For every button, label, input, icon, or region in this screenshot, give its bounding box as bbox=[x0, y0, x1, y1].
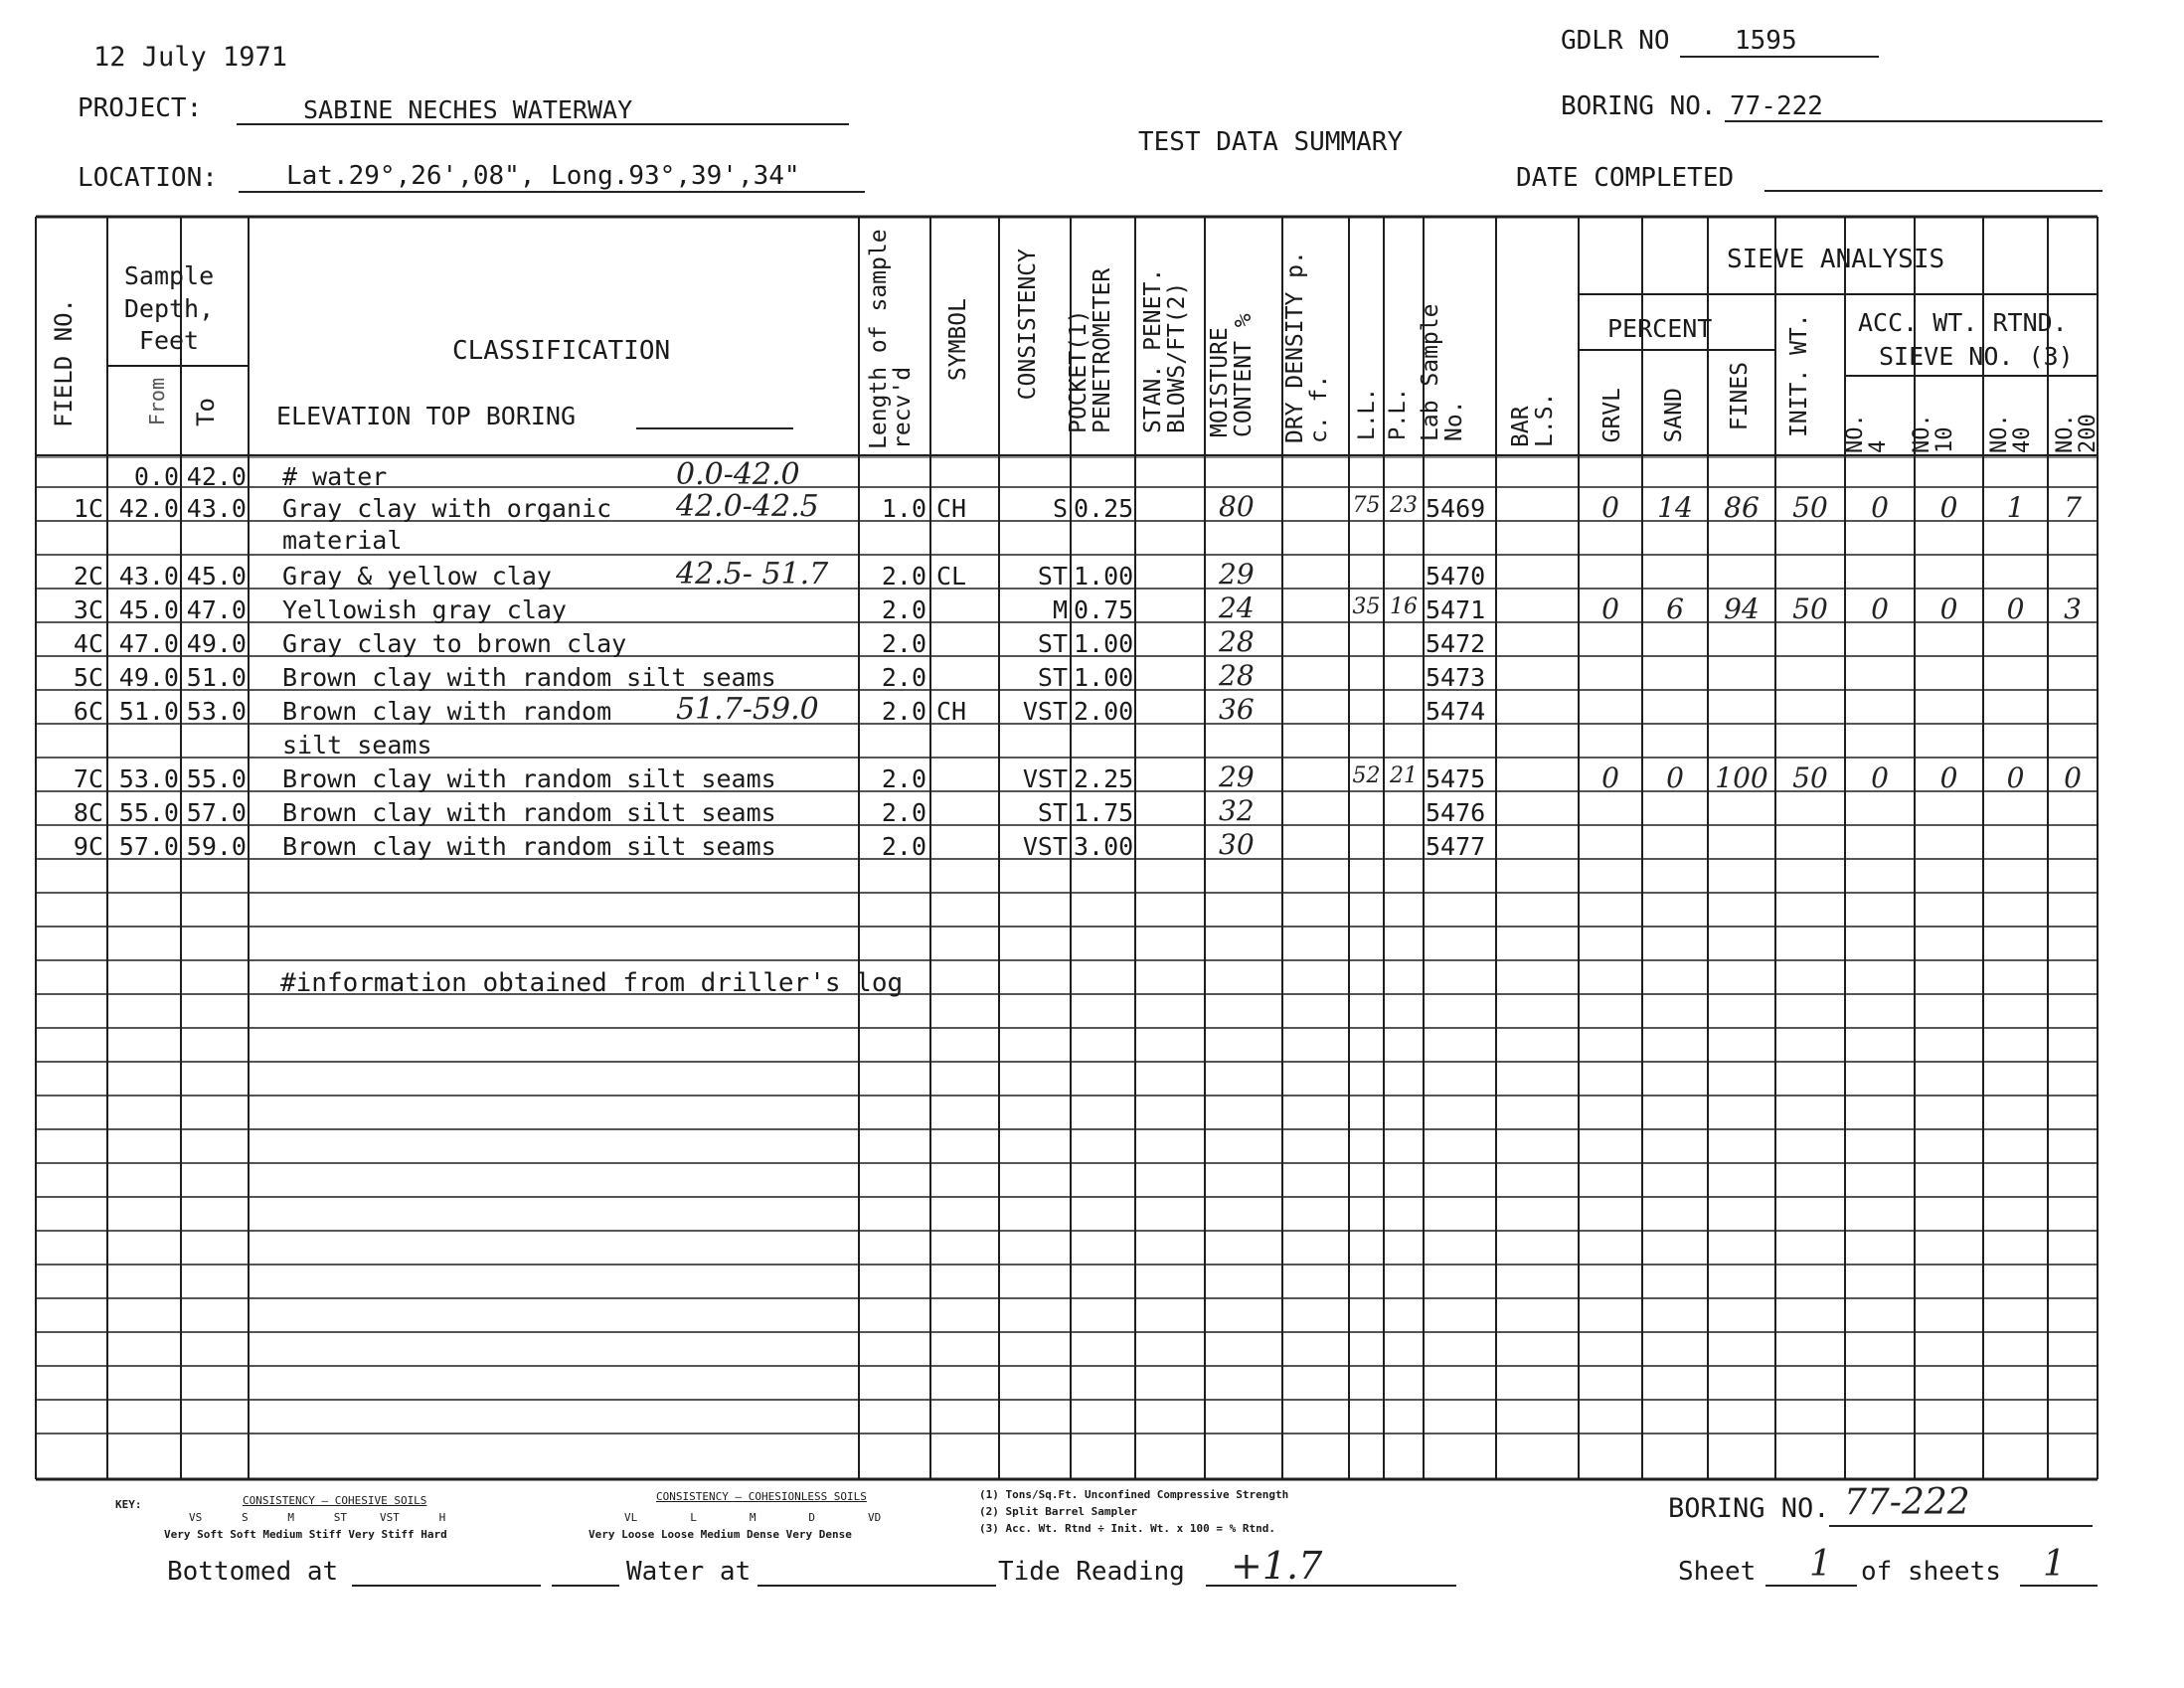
key-label: KEY: bbox=[115, 1498, 142, 1511]
cell-depth-to: 45.0 bbox=[186, 562, 247, 591]
cell-depth-to: 57.0 bbox=[186, 798, 247, 827]
cell-grvl: 0 bbox=[1601, 761, 1619, 794]
cell-consistency: VST bbox=[1022, 764, 1068, 793]
elevation-top-boring: ELEVATION TOP BORING bbox=[276, 402, 577, 430]
sheet-label: Sheet bbox=[1678, 1557, 1757, 1587]
cell-lab-sample: 5477 bbox=[1426, 832, 1486, 861]
key-cohesive-codes: VS S M ST VST H bbox=[189, 1511, 446, 1524]
location-label: LOCATION: bbox=[78, 163, 218, 193]
col-symbol: SYMBOL bbox=[945, 298, 971, 382]
cell-no200: 0 bbox=[2064, 761, 2082, 794]
cell-depth-from: 49.0 bbox=[118, 663, 179, 692]
col-no4: NO. 4 bbox=[1843, 414, 1892, 453]
cell-classification: Gray clay with organic bbox=[282, 494, 612, 523]
cell-length: 2.0 bbox=[881, 697, 926, 726]
cell-classification: Brown clay with random silt seams bbox=[282, 798, 776, 827]
cell-lab-sample: 5470 bbox=[1426, 562, 1486, 591]
cell-depth-from: 45.0 bbox=[118, 595, 179, 624]
key-cohesionless-words: Very Loose Loose Medium Dense Very Dense bbox=[588, 1528, 852, 1541]
of-sheets-label: of sheets bbox=[1861, 1557, 2001, 1587]
cell-classification: # water bbox=[282, 462, 388, 491]
cell-length: 2.0 bbox=[881, 629, 926, 658]
col-bar-ls: BAR L.S. bbox=[1508, 392, 1559, 447]
cell-classification: Gray & yellow clay bbox=[282, 562, 552, 591]
cell-classification: Brown clay with random silt seams bbox=[282, 663, 776, 692]
cell-classification: Brown clay with random silt seams bbox=[282, 832, 776, 861]
col-pocket: POCKET(1) PENETROMETER bbox=[1066, 267, 1116, 433]
col-moisture: MOISTURE CONTENT % bbox=[1207, 313, 1258, 437]
cell-moisture: 29 bbox=[1219, 760, 1255, 793]
cell-no10: 0 bbox=[1939, 592, 1958, 625]
cell-lab-sample: 5476 bbox=[1426, 798, 1486, 827]
cell-no4: 0 bbox=[1871, 491, 1889, 524]
cell-field-no: 4C bbox=[73, 629, 103, 658]
cell-no200: 7 bbox=[2064, 491, 2082, 524]
cell-depth-to: 59.0 bbox=[186, 832, 247, 861]
cell-sand: 6 bbox=[1666, 592, 1684, 625]
col-percent: PERCENT bbox=[1607, 314, 1713, 343]
cell-classification: Brown clay with random silt seams bbox=[282, 764, 776, 793]
cell-moisture: 28 bbox=[1219, 625, 1255, 658]
gdlr-label: GDLR NO bbox=[1561, 26, 1670, 56]
cell-depth-to: 47.0 bbox=[186, 595, 247, 624]
cell-pocket-penetrometer: 2.25 bbox=[1074, 764, 1134, 793]
col-no200: NO. 200 bbox=[2053, 414, 2101, 453]
col-acc-wt: ACC. WT. RTND. bbox=[1858, 308, 2068, 337]
cell-grvl: 0 bbox=[1601, 491, 1619, 524]
cell-moisture: 29 bbox=[1219, 558, 1255, 591]
cell-consistency: ST bbox=[1037, 562, 1068, 591]
key-cohesive-words: Very Soft Soft Medium Stiff Very Stiff Hard bbox=[164, 1528, 447, 1541]
cell-length: 1.0 bbox=[881, 494, 926, 523]
col-no40: NO. 40 bbox=[1987, 414, 2036, 453]
cell-field-no: 8C bbox=[73, 798, 103, 827]
col-classification: CLASSIFICATION bbox=[452, 336, 671, 366]
cell-pocket-penetrometer: 3.00 bbox=[1074, 832, 1134, 861]
cell-fines: 86 bbox=[1724, 491, 1760, 524]
cell-depth-from: 53.0 bbox=[118, 764, 179, 793]
cell-classification: material bbox=[282, 526, 403, 555]
cell-no200: 3 bbox=[2064, 592, 2082, 625]
cell-no40: 1 bbox=[2006, 491, 2025, 524]
col-length: Length of sample recv'd bbox=[866, 229, 917, 449]
cell-init-wt: 50 bbox=[1792, 491, 1828, 524]
cell-classification-range: 51.7-59.0 bbox=[676, 692, 819, 727]
of-sheets-value: 1 bbox=[2043, 1544, 2066, 1585]
cell-moisture: 28 bbox=[1219, 659, 1255, 692]
key-cohesionless-title: CONSISTENCY — COHESIONLESS SOILS bbox=[656, 1490, 867, 1503]
cell-moisture: 24 bbox=[1219, 591, 1255, 624]
footer-boring-value: 77-222 bbox=[1844, 1482, 1970, 1523]
cell-symbol: CL bbox=[936, 562, 967, 591]
cell-lab-sample: 5472 bbox=[1426, 629, 1486, 658]
col-ll: L.L. bbox=[1355, 388, 1380, 440]
key-note-1: (1) Tons/Sq.Ft. Unconfined Compressive Strength bbox=[979, 1488, 1289, 1501]
key-cohesionless-codes: VL L M D VD bbox=[624, 1511, 882, 1524]
cell-moisture: 36 bbox=[1219, 693, 1255, 726]
boring-no-label: BORING NO. bbox=[1561, 91, 1717, 121]
cell-ll: 35 bbox=[1352, 594, 1381, 619]
cell-sand: 14 bbox=[1657, 491, 1693, 524]
cell-depth-to: 43.0 bbox=[186, 494, 247, 523]
col-sample-depth: Sample Depth, Feet bbox=[123, 261, 215, 355]
col-fines: FINES bbox=[1727, 362, 1753, 431]
cell-fines: 94 bbox=[1724, 592, 1760, 625]
cell-fines: 100 bbox=[1715, 761, 1768, 794]
cell-classification: Brown clay with random bbox=[282, 697, 612, 726]
cell-field-no: 9C bbox=[73, 832, 103, 861]
cell-classification-range: 42.0-42.5 bbox=[676, 489, 819, 524]
col-sand: SAND bbox=[1661, 388, 1687, 443]
col-sieve-analysis: SIEVE ANALYSIS bbox=[1727, 245, 1945, 274]
col-field-no: FIELD NO. bbox=[50, 298, 78, 428]
cell-consistency: VST bbox=[1022, 832, 1068, 861]
tide-reading-value: +1.7 bbox=[1231, 1544, 1323, 1588]
col-sieve-no: SIEVE NO. (3) bbox=[1879, 342, 2074, 371]
cell-pocket-penetrometer: 0.25 bbox=[1074, 494, 1134, 523]
col-dry-density: DRY DENSITY p. c. f. bbox=[1282, 251, 1333, 443]
cell-symbol: CH bbox=[936, 697, 967, 726]
cell-consistency: M bbox=[1052, 595, 1068, 624]
boring-no-value: 77-222 bbox=[1730, 91, 1823, 121]
cell-pl: 23 bbox=[1390, 493, 1418, 518]
tide-reading-label: Tide Reading bbox=[998, 1557, 1185, 1587]
col-from: From bbox=[145, 378, 169, 426]
cell-sand: 0 bbox=[1666, 761, 1684, 794]
col-consistency: CONSISTENCY bbox=[1015, 249, 1041, 401]
cell-depth-from: 51.0 bbox=[118, 697, 179, 726]
cell-depth-from: 55.0 bbox=[118, 798, 179, 827]
cell-depth-to: 49.0 bbox=[186, 629, 247, 658]
cell-field-no: 7C bbox=[73, 764, 103, 793]
cell-lab-sample: 5469 bbox=[1426, 494, 1486, 523]
cell-field-no: 2C bbox=[73, 562, 103, 591]
key-note-3: (3) Acc. Wt. Rtnd ÷ Init. Wt. x 100 = % Rtnd. bbox=[979, 1522, 1276, 1535]
cell-length: 2.0 bbox=[881, 595, 926, 624]
cell-classification-range: 0.0-42.0 bbox=[676, 457, 800, 492]
col-lab-sample: Lab Sample No. bbox=[1418, 303, 1468, 441]
cell-length: 2.0 bbox=[881, 663, 926, 692]
cell-no10: 0 bbox=[1939, 491, 1958, 524]
cell-moisture: 80 bbox=[1219, 490, 1255, 523]
cell-init-wt: 50 bbox=[1792, 761, 1828, 794]
cell-depth-to: 42.0 bbox=[186, 462, 247, 491]
cell-lab-sample: 5473 bbox=[1426, 663, 1486, 692]
col-pl: P.L. bbox=[1386, 388, 1411, 440]
cell-pocket-penetrometer: 1.75 bbox=[1074, 798, 1134, 827]
cell-field-no: 1C bbox=[73, 494, 103, 523]
page-title: TEST DATA SUMMARY bbox=[1138, 127, 1404, 157]
project-label: PROJECT: bbox=[78, 93, 203, 123]
cell-pocket-penetrometer: 1.00 bbox=[1074, 663, 1134, 692]
col-grvl: GRVL bbox=[1599, 388, 1625, 443]
col-to: To bbox=[192, 398, 220, 426]
cell-pocket-penetrometer: 0.75 bbox=[1074, 595, 1134, 624]
col-no10: NO. 10 bbox=[1910, 414, 1958, 453]
project-value: SABINE NECHES WATERWAY bbox=[303, 95, 633, 124]
document-date: 12 July 1971 bbox=[93, 42, 288, 73]
cell-pocket-penetrometer: 2.00 bbox=[1074, 697, 1134, 726]
cell-length: 2.0 bbox=[881, 798, 926, 827]
cell-no4: 0 bbox=[1871, 592, 1889, 625]
cell-depth-from: 0.0 bbox=[133, 462, 179, 491]
location-value: Lat.29°,26',08", Long.93°,39',34" bbox=[286, 161, 800, 191]
cell-lab-sample: 5475 bbox=[1426, 764, 1486, 793]
cell-lab-sample: 5471 bbox=[1426, 595, 1486, 624]
key-note-2: (2) Split Barrel Sampler bbox=[979, 1505, 1137, 1518]
cell-init-wt: 50 bbox=[1792, 592, 1828, 625]
water-at-label: Water at bbox=[626, 1557, 752, 1587]
cell-no40: 0 bbox=[2006, 592, 2025, 625]
bottomed-at-label: Bottomed at bbox=[167, 1557, 339, 1587]
cell-consistency: ST bbox=[1037, 798, 1068, 827]
cell-depth-from: 57.0 bbox=[118, 832, 179, 861]
cell-ll: 75 bbox=[1352, 493, 1381, 518]
cell-length: 2.0 bbox=[881, 562, 926, 591]
cell-depth-to: 55.0 bbox=[186, 764, 247, 793]
cell-pl: 21 bbox=[1390, 763, 1418, 788]
cell-classification: Gray clay to brown clay bbox=[282, 629, 627, 658]
cell-classification: Yellowish gray clay bbox=[282, 595, 567, 624]
cell-consistency: ST bbox=[1037, 629, 1068, 658]
cell-symbol: CH bbox=[936, 494, 967, 523]
cell-field-no: 6C bbox=[73, 697, 103, 726]
driller-log-note: #information obtained from driller's log bbox=[280, 968, 904, 998]
cell-consistency: ST bbox=[1037, 663, 1068, 692]
gdlr-value: 1595 bbox=[1735, 26, 1797, 56]
cell-field-no: 5C bbox=[73, 663, 103, 692]
cell-depth-to: 51.0 bbox=[186, 663, 247, 692]
cell-consistency: VST bbox=[1022, 697, 1068, 726]
cell-no40: 0 bbox=[2006, 761, 2025, 794]
cell-depth-from: 42.0 bbox=[118, 494, 179, 523]
cell-classification: silt seams bbox=[282, 731, 432, 760]
footer-boring-label: BORING NO. bbox=[1668, 1493, 1830, 1524]
cell-depth-to: 53.0 bbox=[186, 697, 247, 726]
cell-ll: 52 bbox=[1352, 763, 1381, 788]
cell-no4: 0 bbox=[1871, 761, 1889, 794]
cell-length: 2.0 bbox=[881, 764, 926, 793]
col-stan: STAN. PENET. BLOWS/FT(2) bbox=[1140, 267, 1191, 433]
cell-field-no: 3C bbox=[73, 595, 103, 624]
sheet-value: 1 bbox=[1809, 1544, 1832, 1585]
cell-consistency: S bbox=[1052, 494, 1068, 523]
cell-classification-range: 42.5- 51.7 bbox=[676, 557, 829, 591]
cell-grvl: 0 bbox=[1601, 592, 1619, 625]
cell-pocket-penetrometer: 1.00 bbox=[1074, 562, 1134, 591]
cell-depth-from: 47.0 bbox=[118, 629, 179, 658]
cell-lab-sample: 5474 bbox=[1426, 697, 1486, 726]
cell-length: 2.0 bbox=[881, 832, 926, 861]
cell-no10: 0 bbox=[1939, 761, 1958, 794]
cell-moisture: 30 bbox=[1219, 828, 1255, 861]
col-init-wt: INIT. WT. bbox=[1786, 313, 1812, 437]
cell-pocket-penetrometer: 1.00 bbox=[1074, 629, 1134, 658]
date-completed-label: DATE COMPLETED bbox=[1516, 163, 1735, 193]
cell-moisture: 32 bbox=[1219, 794, 1255, 827]
cell-depth-from: 43.0 bbox=[118, 562, 179, 591]
cell-pl: 16 bbox=[1390, 594, 1418, 619]
key-cohesive-title: CONSISTENCY — COHESIVE SOILS bbox=[243, 1494, 427, 1507]
